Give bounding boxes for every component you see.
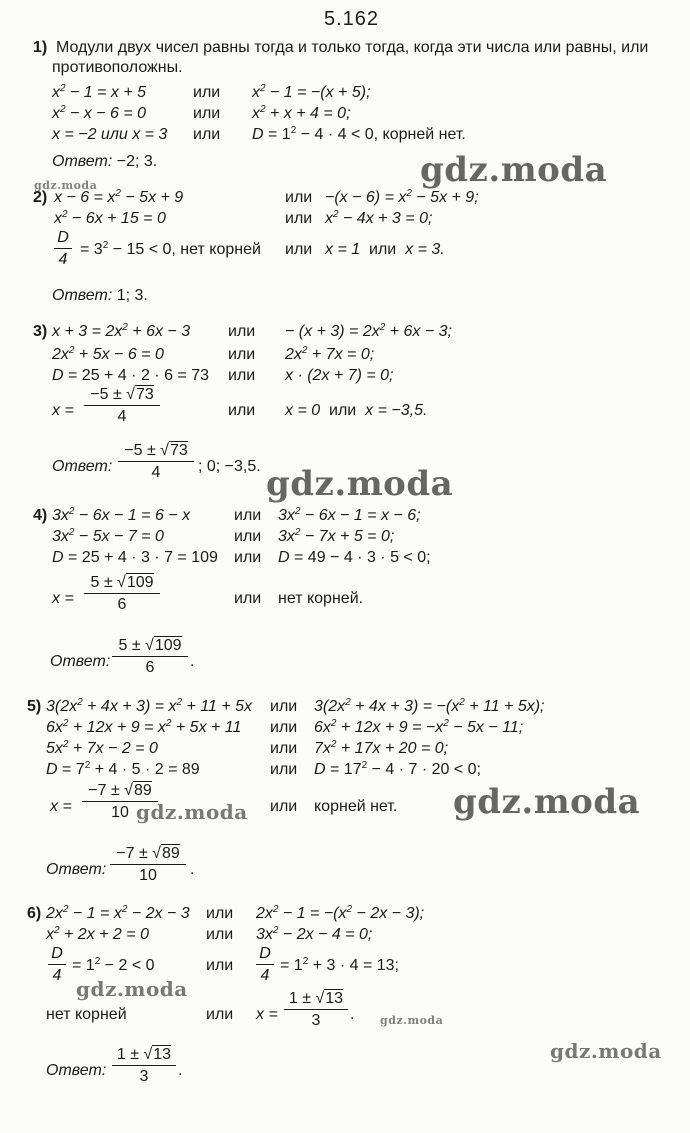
x-equals: x = [52,402,74,419]
or-word: или [206,926,234,943]
radicand: 89 [133,782,152,799]
denominator: 10 [139,867,157,884]
equation-left: $x^2 - x - 6 = 0$ [52,104,147,122]
equation-right: x = 1 или x = 3. [325,241,445,258]
x-equals: x = [52,590,74,607]
equation-right: $D = 17^2 - 4 \cdot 7 \cdot 20 < 0$; [314,760,481,778]
answer-label: Ответ: [52,153,113,170]
equation-right: $D = 1^2 - 4 \cdot 4 < 0$, корней нет. [252,125,466,143]
equation-left: $x^2 - 1 = x + 5$ [52,83,147,101]
numerator: D [54,229,72,249]
answer-label: Ответ: [50,653,111,670]
problem-number: 2) [33,189,48,206]
equation-right: x · (2x + 7) = 0; [285,367,394,384]
problem-number: 3) [33,323,48,340]
answer [52,152,157,172]
or-word: или [285,241,313,258]
denominator: 10 [111,804,129,821]
answer [46,1061,106,1081]
answer-fraction: $\frac{1 \pm √13}{3}$ [112,1046,176,1087]
denominator: 4 [58,251,68,268]
or-word: или [228,402,256,419]
radicand: 13 [325,990,344,1007]
equation-left: $x + 3 = 2x^2 + 6x - 3$ [52,322,191,340]
answer-fraction: $\frac{-5 \pm √73}{4}$ [118,442,194,483]
answer-label: Ответ: [52,287,113,304]
radicand: 73 [169,442,188,459]
numerator: −5 ± [90,386,127,403]
numerator: D [48,945,66,965]
equation-left: D = 25 + 4 · 3 · 7 = 109 [52,549,218,566]
equation-left: $x^2 + 2x + 2 = 0$ [46,925,149,943]
equation-right: $x^2 - 4x + 3 = 0$; [325,209,433,227]
watermark: gdz.moda [453,782,641,822]
equation-right: $2x^2 - 1 = -(x^2 - 2x - 3)$; [256,904,425,922]
radicand: 109 [154,637,182,654]
fraction-d-over-4 [256,945,274,986]
denominator: 4 [151,464,161,481]
or-word: или [285,189,313,206]
watermark: gdz.moda [550,1039,662,1063]
root-fraction: $\frac{-5 \pm √73}{4}$ [84,386,160,427]
numerator: −7 ± [116,845,153,862]
radicand: 109 [126,574,154,591]
equation-right: − $(x + 3) = 2x^2 + 6x - 3$; [285,322,452,340]
watermark: gdz.moda [266,464,454,504]
equation-left: $3x^2 - 5x - 7 = 0$ [52,527,164,545]
or-word: или [285,210,313,227]
equation-left: нет корней [46,1006,127,1023]
numerator: 5 ± [118,637,146,654]
problem-number: 4) [33,507,48,524]
answer [46,860,106,880]
or-word: или [206,1006,234,1023]
denominator: 6 [117,596,127,613]
equation-right: $3x^2 - 2x - 4 = 0$; [256,925,373,943]
answer-fraction: $\frac{-7 \pm √89}{10}$ [110,845,186,886]
or-word: или [234,528,262,545]
answer-label: Ответ: [52,458,113,475]
numerator: D [256,945,274,965]
or-word: или [206,957,234,974]
denominator: 4 [260,967,270,984]
or-word: или [234,590,262,607]
answer-value: . [190,861,195,878]
numerator: −7 ± [88,782,125,799]
equation-right: $6x^2 + 12x + 9 = -x^2 - 5x - 11$; [314,718,524,736]
or-word: или [270,719,298,736]
equation-left: $x^2 - 6x + 15 = 0$ [54,209,166,227]
equation-left: $2x^2 + 5x - 6 = 0$ [52,345,164,363]
or-word: или [270,740,298,757]
equation-left: = $1^2 - 2 < 0$ [72,956,155,974]
or-word: или [228,367,256,384]
or-word: или [206,905,234,922]
or-word: или [193,126,221,143]
problem-text: противоположны. [52,59,183,76]
denominator: 3 [139,1068,149,1085]
equation-right: x = 0 или x = −3,5. [285,402,428,419]
or-word: или [193,105,221,122]
page-title: 5.162 [324,8,380,30]
equation-right: $x^2 + x + 4 = 0$; [252,104,351,122]
or-word: или [228,346,256,363]
problem-number: 6) [27,905,42,922]
watermark: gdz.moda [76,977,188,1001]
watermark: gdz.moda [420,150,608,190]
answer [52,457,112,477]
equation-left: x = −2 или x = 3 [52,126,168,143]
root-fraction: $\frac{1 \pm √13}{3}$ [284,990,348,1031]
answer-value: . [190,653,195,670]
equation-left: D = 25 + 4 · 2 · 6 = 73 [52,367,209,384]
equation-right: $7x^2 + 17x + 20 = 0$; [314,739,449,757]
equation-right: $3x^2 - 7x + 5 = 0$; [278,527,395,545]
equation-left: $D = 7^2 + 4 \cdot 5 \cdot 2 = 89$ [46,760,200,778]
answer-label: Ответ: [46,1062,107,1079]
equation-right: $3x^2 - 6x - 1 = x - 6$; [278,506,421,524]
answer-label: Ответ: [46,861,107,878]
denominator: 4 [117,408,127,425]
or-word: или [270,761,298,778]
denominator: 3 [311,1012,321,1029]
x-equals: x = [256,1006,278,1023]
numerator: 1 ± [288,990,316,1007]
numerator: −5 ± [124,442,161,459]
equation-right: $2x^2 + 7x = 0$; [285,345,375,363]
answer [50,652,110,672]
root-fraction: $\frac{5 \pm √109}{6}$ [84,574,160,615]
fraction-d-over-4 [48,945,66,986]
equation-left: $3x^2 - 6x - 1 = 6 - x$ [52,506,191,524]
problem-number: 5) [27,698,42,715]
x-equals: x = [50,798,72,815]
numerator: 1 ± [116,1046,144,1063]
or-word: или [270,698,298,715]
radicand: 89 [161,845,180,862]
equation-left: = $3^2 - 15 < 0$, нет корней [80,240,261,258]
answer-value: . [178,1062,183,1079]
equation-left: $5x^2 + 7x - 2 = 0$ [46,739,158,757]
answer-value: 1; 3. [116,287,148,304]
watermark: gdz.moda [34,179,98,192]
answer-value: −2; 3. [116,153,158,170]
or-word: или [193,84,221,101]
denominator: 6 [145,659,155,676]
problem-text: Модули двух чисел равны тогда и только тогда, когда эти числа или равны, или [56,39,649,56]
equation-right: D = 49 − 4 · 3 · 5 < 0; [278,549,431,566]
watermark: gdz.moda [136,800,248,824]
numerator: 5 ± [90,574,118,591]
equation-right: $3(2x^2 + 4x + 3) = -(x^2 + 11 + 5x)$; [314,697,545,715]
equation-left: $3(2x^2 + 4x + 3) = x^2 + 11 + 5x$ [46,697,253,715]
equation-right: нет корней. [278,590,364,607]
radicand: 13 [153,1046,172,1063]
equation-left: $x - 6 = x^2 - 5x + 9$ [54,188,184,206]
denominator: 4 [52,967,62,984]
or-word: или [228,323,256,340]
radicand: 73 [135,386,154,403]
fraction-d-over-4 [54,229,72,270]
equation-left: $6x^2 + 12x + 9 = x^2 + 5x + 11$ [46,718,242,736]
answer-fraction: $\frac{5 \pm √109}{6}$ [112,637,188,678]
equation-right: $-(x - 6) = x^2 - 5x + 9$; [325,188,479,206]
equation-right: $x^2 - 1 = -(x + 5)$; [252,83,371,101]
equation-end: . [350,1006,355,1023]
watermark: gdz.moda [380,1014,444,1027]
equation-right: корней нет. [314,798,398,815]
or-word: или [270,798,298,815]
equation-left: $2x^2 - 1 = x^2 - 2x - 3$ [46,904,190,922]
problem-number: 1) [33,39,48,56]
answer-value: ; 0; −3,5. [198,458,261,475]
or-word: или [234,549,262,566]
or-word: или [234,507,262,524]
equation-right: = $1^2 + 3 \cdot 4 = 13$; [280,956,399,974]
root-fraction: $\frac{-7 \pm √89}{10}$ [82,782,158,823]
answer [52,286,148,306]
